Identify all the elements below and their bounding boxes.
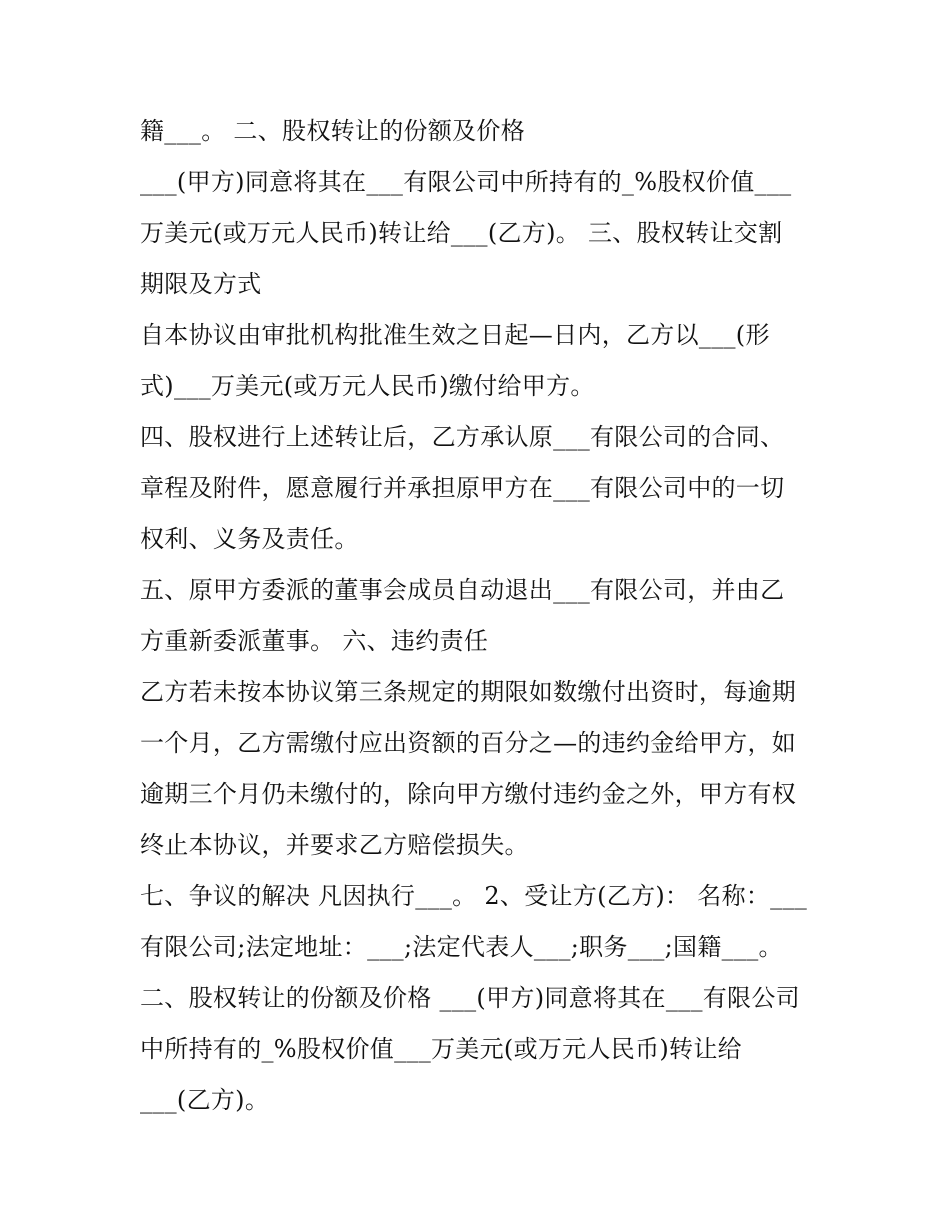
text-line: 式)___万美元(或万元人民币)缴付给甲方。: [140, 372, 595, 400]
text-line: 七、争议的解决 凡因执行___。 2、受让方(乙方)： 名称：___: [140, 882, 808, 910]
text-line: 籍___。 二、股权转让的份额及价格: [140, 117, 526, 145]
text-line: 自本协议由审批机构批准生效之日起—日内，乙方以___(形: [140, 321, 770, 349]
text-line: 方重新委派董事。 六、违约责任: [140, 627, 489, 655]
text-line: 一个月，乙方需缴付应出资额的百分之—的违约金给甲方，如: [140, 729, 797, 757]
text-line: 期限及方式: [140, 270, 262, 298]
text-line: 四、股权进行上述转让后，乙方承认原___有限公司的合同、: [140, 423, 785, 451]
text-line: ___(乙方)。: [140, 1086, 270, 1114]
text-line: 权利、义务及责任。: [140, 525, 359, 553]
text-line: 章程及附件，愿意履行并承担原甲方在___有限公司中的一切: [140, 474, 785, 502]
text-line: 中所持有的_%股权价值___万美元(或万元人民币)转让给: [140, 1035, 742, 1063]
text-line: 有限公司;法定地址：___;法定代表人___;职务___;国籍___。: [140, 933, 783, 961]
document-body: [140, 106, 820, 1126]
text-line: 乙方若未按本协议第三条规定的期限如数缴付出资时，每逾期: [140, 678, 797, 706]
text-line: 万美元(或万元人民币)转让给___(乙方)。 三、股权转让交割: [140, 219, 783, 247]
text-line: 逾期三个月仍未缴付的，除向甲方缴付违约金之外，甲方有权: [140, 780, 797, 808]
text-line: 五、原甲方委派的董事会成员自动退出___有限公司，并由乙: [140, 576, 785, 604]
text-line: ___(甲方)同意将其在___有限公司中所持有的_%股权价值___: [140, 168, 792, 196]
text-line: 二、股权转让的份额及价格 ___(甲方)同意将其在___有限公司: [140, 984, 800, 1012]
text-line: 终止本协议，并要求乙方赔偿损失。: [140, 831, 529, 859]
